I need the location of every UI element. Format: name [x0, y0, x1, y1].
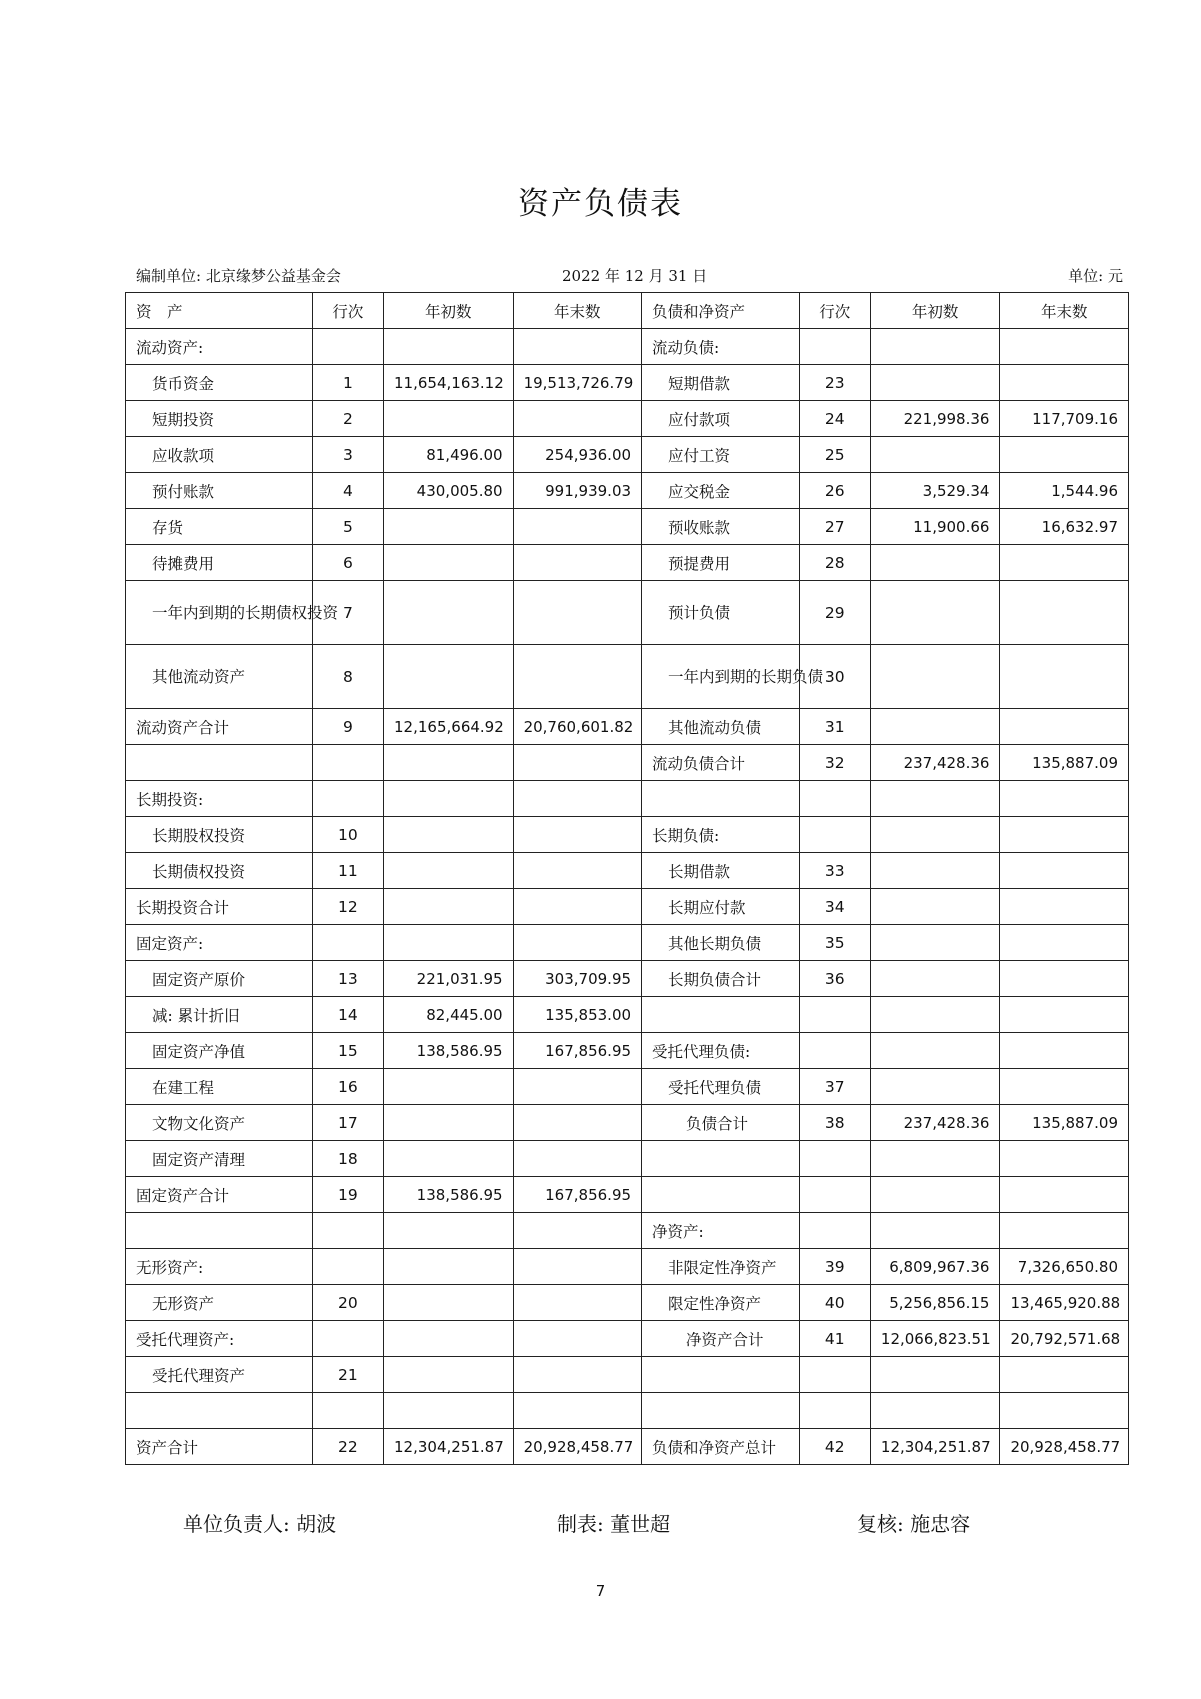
liability-end-value: [1000, 781, 1129, 817]
asset-begin-value: [384, 853, 514, 889]
asset-label: 固定资产:: [126, 925, 313, 961]
asset-begin-value: [384, 1285, 514, 1321]
liability-begin-value: [870, 329, 1000, 365]
liability-row-no: 39: [799, 1249, 870, 1285]
table-row: [126, 817, 1129, 853]
liability-label: 净资产:: [642, 1213, 800, 1249]
liability-label: 预提费用: [642, 545, 800, 581]
asset-label: 无形资产: [126, 1285, 313, 1321]
table-header-row: [126, 293, 1129, 329]
liability-begin-value: [870, 1177, 1000, 1213]
table-row: [126, 853, 1129, 889]
asset-end-value: 135,853.00: [513, 997, 641, 1033]
asset-begin-value: [384, 745, 514, 781]
asset-label: 长期债权投资: [126, 853, 313, 889]
table-row: [126, 997, 1129, 1033]
liability-end-value: [1000, 997, 1129, 1033]
liability-begin-value: [870, 1213, 1000, 1249]
liability-label: 应付工资: [642, 437, 800, 473]
liability-begin-value: [870, 1141, 1000, 1177]
signature-head: 单位负责人: 胡波: [183, 1512, 337, 1536]
asset-label: 长期投资合计: [126, 889, 313, 925]
asset-label: 在建工程: [126, 1069, 313, 1105]
liability-end-value: [1000, 817, 1129, 853]
table-row: [126, 1393, 1129, 1429]
table-row: [126, 581, 1129, 645]
liability-label: 净资产合计: [642, 1321, 800, 1357]
liability-end-value: [1000, 365, 1129, 401]
liability-row-no: 40: [799, 1285, 870, 1321]
col-header-begin: 年初数: [870, 293, 1000, 329]
asset-begin-value: [384, 781, 514, 817]
asset-begin-value: [384, 581, 514, 645]
asset-row-no: [312, 1249, 383, 1285]
liability-label: 预收账款: [642, 509, 800, 545]
asset-label: 待摊费用: [126, 545, 313, 581]
asset-row-no: 5: [312, 509, 383, 545]
asset-label: 固定资产原价: [126, 961, 313, 997]
liability-row-no: 33: [799, 853, 870, 889]
asset-begin-value: [384, 1069, 514, 1105]
liability-end-value: [1000, 1393, 1129, 1429]
liability-row-no: 31: [799, 709, 870, 745]
asset-row-no: 18: [312, 1141, 383, 1177]
liability-row-no: [799, 997, 870, 1033]
asset-row-no: 1: [312, 365, 383, 401]
liability-begin-value: [870, 997, 1000, 1033]
liability-row-no: [799, 1393, 870, 1429]
asset-row-no: 11: [312, 853, 383, 889]
unit-label: 单位: 元: [1068, 267, 1123, 285]
table-row: [126, 545, 1129, 581]
liability-end-value: 135,887.09: [1000, 1105, 1129, 1141]
asset-begin-value: 138,586.95: [384, 1177, 514, 1213]
liability-label: 应交税金: [642, 473, 800, 509]
liability-begin-value: [870, 645, 1000, 709]
asset-row-no: [312, 1213, 383, 1249]
liability-label: 负债和净资产总计: [642, 1429, 800, 1465]
asset-end-value: [513, 1105, 641, 1141]
asset-label: 其他流动资产: [126, 645, 313, 709]
liability-label: 流动负债合计: [642, 745, 800, 781]
liability-end-value: [1000, 1141, 1129, 1177]
asset-begin-value: [384, 1393, 514, 1429]
asset-begin-value: [384, 817, 514, 853]
liability-begin-value: 12,304,251.87: [870, 1429, 1000, 1465]
asset-row-no: 14: [312, 997, 383, 1033]
liability-begin-value: [870, 1069, 1000, 1105]
liability-row-no: [799, 1357, 870, 1393]
liability-end-value: 16,632.97: [1000, 509, 1129, 545]
liability-label: 限定性净资产: [642, 1285, 800, 1321]
liability-row-no: 41: [799, 1321, 870, 1357]
liability-end-value: [1000, 925, 1129, 961]
liability-row-no: 30: [799, 645, 870, 709]
liability-label: [642, 1177, 800, 1213]
liability-end-value: [1000, 1213, 1129, 1249]
asset-label: 资产合计: [126, 1429, 313, 1465]
liability-label: 应付款项: [642, 401, 800, 437]
asset-end-value: [513, 1069, 641, 1105]
asset-begin-value: [384, 1357, 514, 1393]
table-row: [126, 473, 1129, 509]
asset-label: 固定资产净值: [126, 1033, 313, 1069]
asset-end-value: [513, 781, 641, 817]
liability-begin-value: 5,256,856.15: [870, 1285, 1000, 1321]
liability-row-no: 26: [799, 473, 870, 509]
liability-label: [642, 781, 800, 817]
liability-row-no: 23: [799, 365, 870, 401]
liability-begin-value: 3,529.34: [870, 473, 1000, 509]
asset-end-value: 20,928,458.77: [513, 1429, 641, 1465]
asset-begin-value: [384, 401, 514, 437]
liability-begin-value: [870, 437, 1000, 473]
asset-begin-value: [384, 545, 514, 581]
asset-end-value: 303,709.95: [513, 961, 641, 997]
liability-label: 长期负债合计: [642, 961, 800, 997]
liability-label: 长期借款: [642, 853, 800, 889]
liability-row-no: [799, 1141, 870, 1177]
table-row: [126, 961, 1129, 997]
table-row: [126, 509, 1129, 545]
asset-end-value: [513, 1249, 641, 1285]
liability-label: 长期负债:: [642, 817, 800, 853]
asset-begin-value: 82,445.00: [384, 997, 514, 1033]
report-date: 2022 年 12 月 31 日: [562, 267, 708, 285]
liability-label: 其他流动负债: [642, 709, 800, 745]
asset-begin-value: 12,165,664.92: [384, 709, 514, 745]
asset-begin-value: [384, 329, 514, 365]
table-row: [126, 1033, 1129, 1069]
col-header-end: 年末数: [1000, 293, 1129, 329]
asset-label: 固定资产合计: [126, 1177, 313, 1213]
asset-row-no: 2: [312, 401, 383, 437]
liability-label: 非限定性净资产: [642, 1249, 800, 1285]
asset-end-value: [513, 1357, 641, 1393]
asset-label: 长期投资:: [126, 781, 313, 817]
table-row: [126, 1357, 1129, 1393]
asset-label: [126, 745, 313, 781]
asset-row-no: 13: [312, 961, 383, 997]
liability-end-value: 1,544.96: [1000, 473, 1129, 509]
asset-end-value: 19,513,726.79: [513, 365, 641, 401]
liability-label: 短期借款: [642, 365, 800, 401]
asset-begin-value: 430,005.80: [384, 473, 514, 509]
asset-end-value: [513, 745, 641, 781]
liability-begin-value: [870, 1033, 1000, 1069]
asset-begin-value: [384, 889, 514, 925]
liability-begin-value: [870, 853, 1000, 889]
liability-label: [642, 997, 800, 1033]
asset-label: 文物文化资产: [126, 1105, 313, 1141]
liability-row-no: [799, 1177, 870, 1213]
table-row: [126, 401, 1129, 437]
liability-begin-value: 237,428.36: [870, 745, 1000, 781]
asset-row-no: 10: [312, 817, 383, 853]
liability-end-value: 13,465,920.88: [1000, 1285, 1129, 1321]
asset-begin-value: 12,304,251.87: [384, 1429, 514, 1465]
asset-begin-value: [384, 1249, 514, 1285]
asset-begin-value: [384, 1321, 514, 1357]
liability-begin-value: [870, 781, 1000, 817]
col-header-assets: 资 产: [126, 293, 313, 329]
table-row: [126, 645, 1129, 709]
liability-end-value: [1000, 1069, 1129, 1105]
asset-label: 货币资金: [126, 365, 313, 401]
liability-begin-value: 11,900.66: [870, 509, 1000, 545]
signature-reviewer: 复核: 施忠容: [857, 1512, 971, 1536]
liability-end-value: [1000, 329, 1129, 365]
asset-label: 受托代理资产:: [126, 1321, 313, 1357]
liability-label: 其他长期负债: [642, 925, 800, 961]
asset-end-value: [513, 1213, 641, 1249]
liability-row-no: 24: [799, 401, 870, 437]
table-row: [126, 1249, 1129, 1285]
liability-label: 长期应付款: [642, 889, 800, 925]
table-row: [126, 1321, 1129, 1357]
liability-begin-value: [870, 709, 1000, 745]
liability-label: [642, 1357, 800, 1393]
liability-end-value: 135,887.09: [1000, 745, 1129, 781]
liability-row-no: 36: [799, 961, 870, 997]
liability-end-value: 20,928,458.77: [1000, 1429, 1129, 1465]
liability-begin-value: [870, 961, 1000, 997]
asset-end-value: [513, 581, 641, 645]
liability-row-no: 38: [799, 1105, 870, 1141]
asset-label: 无形资产:: [126, 1249, 313, 1285]
asset-begin-value: 138,586.95: [384, 1033, 514, 1069]
liability-label: 负债合计: [642, 1105, 800, 1141]
asset-end-value: [513, 329, 641, 365]
table-row: [126, 1429, 1129, 1465]
liability-begin-value: [870, 889, 1000, 925]
asset-begin-value: [384, 509, 514, 545]
asset-end-value: [513, 853, 641, 889]
asset-row-no: 7: [312, 581, 383, 645]
liability-end-value: 20,792,571.68: [1000, 1321, 1129, 1357]
liability-begin-value: [870, 1393, 1000, 1429]
liability-end-value: [1000, 889, 1129, 925]
asset-label: 受托代理资产: [126, 1357, 313, 1393]
liability-begin-value: [870, 581, 1000, 645]
liability-row-no: [799, 329, 870, 365]
liability-label: 流动负债:: [642, 329, 800, 365]
liability-end-value: [1000, 581, 1129, 645]
liability-row-no: 25: [799, 437, 870, 473]
table-row: [126, 709, 1129, 745]
liability-row-no: 27: [799, 509, 870, 545]
asset-begin-value: [384, 1141, 514, 1177]
asset-begin-value: [384, 645, 514, 709]
liability-begin-value: [870, 817, 1000, 853]
asset-row-no: 12: [312, 889, 383, 925]
asset-row-no: [312, 745, 383, 781]
col-header-row-no: 行次: [312, 293, 383, 329]
asset-label: 流动资产:: [126, 329, 313, 365]
liability-row-no: [799, 1033, 870, 1069]
asset-end-value: [513, 1285, 641, 1321]
liability-row-no: 29: [799, 581, 870, 645]
liability-end-value: [1000, 853, 1129, 889]
asset-label: 应收款项: [126, 437, 313, 473]
liability-label: [642, 1141, 800, 1177]
asset-label: 流动资产合计: [126, 709, 313, 745]
asset-end-value: [513, 925, 641, 961]
asset-row-no: 8: [312, 645, 383, 709]
asset-label: 固定资产清理: [126, 1141, 313, 1177]
asset-end-value: [513, 817, 641, 853]
asset-label: [126, 1393, 313, 1429]
liability-row-no: [799, 1213, 870, 1249]
asset-label: 长期股权投资: [126, 817, 313, 853]
table-row: [126, 1141, 1129, 1177]
asset-end-value: [513, 509, 641, 545]
asset-row-no: 6: [312, 545, 383, 581]
liability-label: [642, 1393, 800, 1429]
asset-row-no: 19: [312, 1177, 383, 1213]
liability-end-value: [1000, 645, 1129, 709]
liability-begin-value: [870, 1357, 1000, 1393]
asset-label: 短期投资: [126, 401, 313, 437]
liability-end-value: [1000, 709, 1129, 745]
asset-label: [126, 1213, 313, 1249]
asset-label: 减: 累计折旧: [126, 997, 313, 1033]
liability-end-value: [1000, 437, 1129, 473]
page-title: 资产负债表: [518, 186, 683, 222]
col-header-row-no: 行次: [799, 293, 870, 329]
asset-row-no: 21: [312, 1357, 383, 1393]
asset-begin-value: 221,031.95: [384, 961, 514, 997]
asset-begin-value: [384, 1105, 514, 1141]
asset-row-no: 16: [312, 1069, 383, 1105]
liability-row-no: 42: [799, 1429, 870, 1465]
liability-begin-value: [870, 365, 1000, 401]
liability-end-value: [1000, 1357, 1129, 1393]
liability-label: 受托代理负债: [642, 1069, 800, 1105]
liability-begin-value: [870, 925, 1000, 961]
table-row: [126, 1105, 1129, 1141]
asset-end-value: 167,856.95: [513, 1177, 641, 1213]
table-row: [126, 925, 1129, 961]
liability-end-value: [1000, 1033, 1129, 1069]
liability-label: 一年内到期的长期负债: [642, 645, 800, 709]
asset-row-no: 20: [312, 1285, 383, 1321]
liability-row-no: 28: [799, 545, 870, 581]
table-row: [126, 1177, 1129, 1213]
col-header-begin: 年初数: [384, 293, 514, 329]
asset-end-value: 167,856.95: [513, 1033, 641, 1069]
table-row: [126, 1213, 1129, 1249]
table-row: [126, 781, 1129, 817]
balance-sheet-table: [125, 292, 1129, 1465]
asset-row-no: 22: [312, 1429, 383, 1465]
liability-row-no: [799, 817, 870, 853]
asset-row-no: [312, 329, 383, 365]
asset-row-no: 17: [312, 1105, 383, 1141]
table-row: [126, 1069, 1129, 1105]
table-row: [126, 889, 1129, 925]
asset-row-no: 15: [312, 1033, 383, 1069]
table-row: [126, 745, 1129, 781]
liability-row-no: 35: [799, 925, 870, 961]
asset-end-value: [513, 401, 641, 437]
asset-end-value: [513, 1393, 641, 1429]
asset-begin-value: 11,654,163.12: [384, 365, 514, 401]
liability-row-no: 37: [799, 1069, 870, 1105]
page-number: 7: [595, 1582, 606, 1600]
asset-row-no: [312, 1393, 383, 1429]
asset-label: 存货: [126, 509, 313, 545]
asset-row-no: [312, 1321, 383, 1357]
signature-preparer: 制表: 董世超: [557, 1512, 671, 1536]
asset-begin-value: 81,496.00: [384, 437, 514, 473]
asset-end-value: 20,760,601.82: [513, 709, 641, 745]
asset-label: 预付账款: [126, 473, 313, 509]
asset-row-no: [312, 781, 383, 817]
asset-end-value: [513, 1141, 641, 1177]
asset-begin-value: [384, 1213, 514, 1249]
asset-row-no: 9: [312, 709, 383, 745]
asset-end-value: [513, 645, 641, 709]
liability-begin-value: 221,998.36: [870, 401, 1000, 437]
asset-row-no: 3: [312, 437, 383, 473]
liability-row-no: [799, 781, 870, 817]
liability-end-value: 7,326,650.80: [1000, 1249, 1129, 1285]
asset-end-value: [513, 545, 641, 581]
asset-begin-value: [384, 925, 514, 961]
liability-end-value: 117,709.16: [1000, 401, 1129, 437]
liability-end-value: [1000, 1177, 1129, 1213]
liability-end-value: [1000, 545, 1129, 581]
asset-label: 一年内到期的长期债权投资: [126, 581, 313, 645]
liability-label: 受托代理负债:: [642, 1033, 800, 1069]
table-row: [126, 329, 1129, 365]
asset-row-no: [312, 925, 383, 961]
col-header-end: 年末数: [513, 293, 641, 329]
asset-end-value: [513, 1321, 641, 1357]
table-row: [126, 1285, 1129, 1321]
liability-end-value: [1000, 961, 1129, 997]
liability-row-no: 32: [799, 745, 870, 781]
liability-begin-value: 237,428.36: [870, 1105, 1000, 1141]
table-row: [126, 365, 1129, 401]
liability-row-no: 34: [799, 889, 870, 925]
asset-end-value: 254,936.00: [513, 437, 641, 473]
asset-end-value: 991,939.03: [513, 473, 641, 509]
liability-label: 预计负债: [642, 581, 800, 645]
liability-begin-value: 12,066,823.51: [870, 1321, 1000, 1357]
liability-begin-value: 6,809,967.36: [870, 1249, 1000, 1285]
table-row: [126, 437, 1129, 473]
org-label: 编制单位: 北京缘梦公益基金会: [136, 267, 341, 285]
asset-row-no: 4: [312, 473, 383, 509]
liability-begin-value: [870, 545, 1000, 581]
asset-end-value: [513, 889, 641, 925]
col-header-liabilities: 负债和净资产: [642, 293, 800, 329]
